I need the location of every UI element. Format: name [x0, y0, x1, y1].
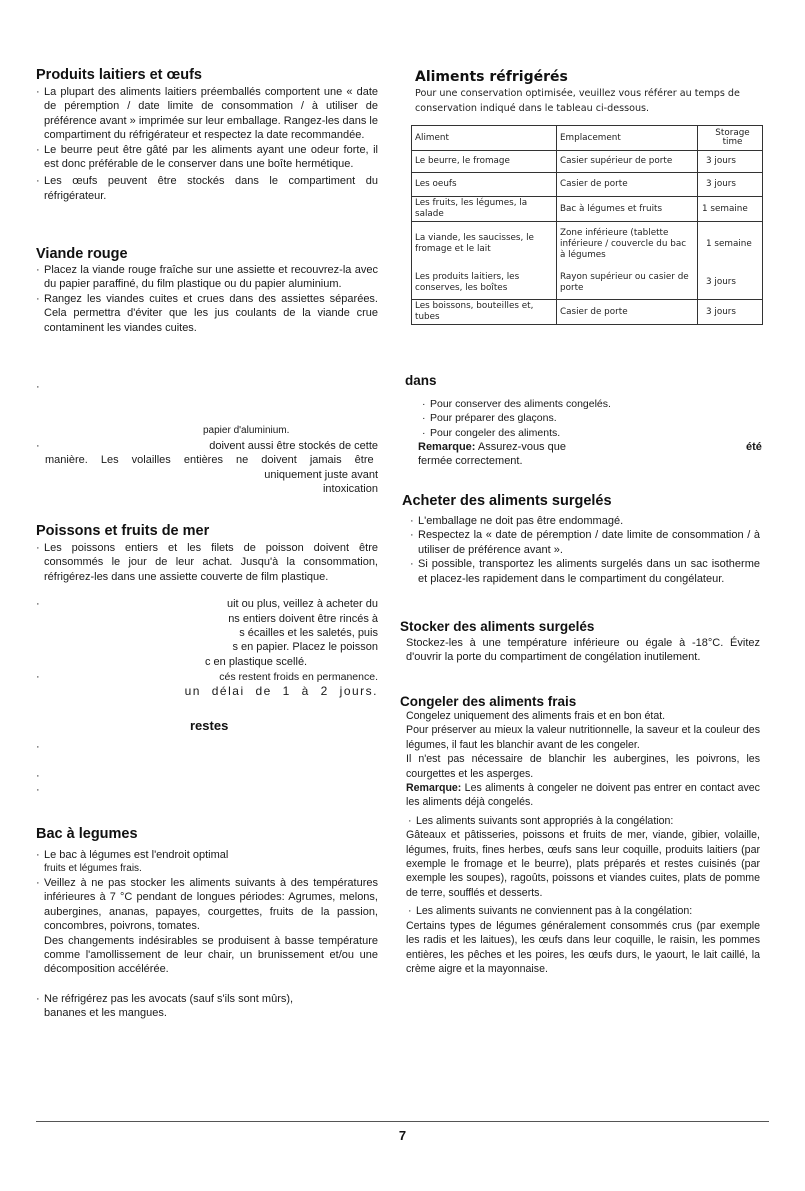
unsuitable-title: · Les aliments suivants ne conviennent pas à la congélation:	[416, 904, 760, 918]
table-cell: Casier de porte	[557, 173, 698, 197]
poultry-line: papier d'aluminium.	[203, 425, 290, 436]
bullet-dot: ·	[36, 770, 40, 782]
freezer-note-tail: été	[746, 441, 762, 453]
crisper-line: bananes et les mangues.	[44, 1007, 167, 1019]
list-item: · Rangez les viandes cuites et crues dans des assiettes séparées. Cela permettra d'éviter que les jus coulants de la viande crue contaminent les viandes cuites.	[44, 292, 378, 335]
poultry-line: doivent aussi être stockés de cette	[209, 440, 378, 452]
note-text: Les aliments à congeler ne doivent pas entrer en contact avec les aliments déjà congelés.	[406, 782, 760, 809]
heading-fish: Poissons et fruits de mer	[36, 523, 210, 539]
column-header: Storage time	[698, 126, 763, 151]
storing-text: Stockez-les à une température inférieure ou égale à -18°C. Évitez d'ouvrir la porte du compartiment de congélation inutilement.	[406, 637, 760, 664]
heading-freezer: dans	[405, 373, 437, 388]
table-cell: 1 semaine	[698, 197, 763, 222]
table-row	[412, 267, 763, 300]
list-item: · Les poissons entiers et les filets de poisson doivent être consommés le jour de leur achat. Jusqu'à la consommation, réfrigérez-les dans une assiette couverte de film plastique.	[44, 541, 378, 584]
list-item: · Placez la viande rouge fraîche sur une assiette et recouvrez-la avec du papier paraffiné, du film plastique ou du papier aluminium.	[44, 263, 378, 292]
heading-freezing-fresh: Congeler des aliments frais	[400, 694, 577, 709]
storage-table	[411, 125, 763, 325]
table-cell: Casier supérieur de porte	[557, 151, 698, 173]
dairy-text	[44, 85, 378, 203]
fish-fragment-line: ns entiers doivent être rincés à	[228, 613, 378, 625]
table-row	[412, 222, 763, 267]
list-item: · L'emballage ne doit pas être endommagé.	[418, 514, 760, 528]
suitable-text: Gâteaux et pâtisseries, poissons et fruits de mer, viande, gibier, volaille, légumes, fruits, fines herbes, œufs sans leur coquille, produits laitiers (par exemple le fromage et le beurre), plats préparés et restes cuisinés (par exemple les soupes), ragoûts, poissons et viandes cuites, plats de pomme de terre, soufflés et desserts.	[406, 829, 760, 899]
table-cell: Les boissons, bouteilles et, tubes	[412, 300, 557, 325]
bullet-dot: ·	[36, 598, 40, 610]
freezer-note	[418, 440, 566, 454]
freezer-note-line2: fermée correctement.	[418, 455, 523, 467]
freezer-bullets	[430, 397, 760, 440]
table-cell: 3 jours	[698, 300, 763, 325]
fish-fragment-line: s écailles et les saletés, puis	[239, 627, 378, 639]
list-item: · La plupart des aliments laitiers préemballés comportent une « date de péremption / date limite de consommation / à utiliser de préférence avant » imprimée sur leur emballage. Rangez-les dans le compartiment du réfrigérateur et respectez la date recommandée.	[44, 85, 378, 143]
heading-storing-frozen: Stocker des aliments surgelés	[400, 619, 595, 634]
crisper-line: Le bac à légumes est l'endroit optimal	[44, 849, 229, 861]
list-item: · Pour conserver des aliments congelés.	[430, 397, 760, 411]
fish-text	[44, 541, 378, 584]
suitable-title: · Les aliments suivants sont appropriés à la congélation:	[416, 814, 760, 828]
table-cell: 3 jours	[698, 151, 763, 173]
crisper-paragraph: Des changements indésirables se produisent à basse température comme l'amollissement de leur chair, un brunissement et/ou une décomposition accélérée.	[44, 934, 378, 976]
heading-dairy: Produits laitiers et œufs	[36, 67, 202, 83]
list-item: · Pour congeler des aliments.	[430, 426, 760, 440]
fish-fragment-line: un délai de 1 à 2 jours.	[184, 684, 378, 698]
table-row	[412, 197, 763, 222]
chilled-intro: Pour une conservation optimisée, veuillez vous référer au temps de conservation indiqué dans le tableau ci-dessous.	[415, 88, 740, 114]
poultry-line: manière. Les volailles entières ne doivent jamais être	[45, 454, 374, 466]
footer-divider	[36, 1121, 769, 1122]
list-item: · Respectez la « date de péremption / date limite de consommation / à utiliser de préférence avant ».	[418, 528, 760, 557]
poultry-line: intoxication	[322, 483, 378, 495]
table-cell: Zone inférieure (tablette inférieure / couvercle du bac à légumes	[557, 222, 698, 267]
heading-buying-frozen: Acheter des aliments surgelés	[402, 493, 612, 509]
list-item: · Le beurre peut être gâté par les aliments ayant une odeur forte, il est donc préférable de le conserver dans une boîte hermétique.	[44, 143, 378, 172]
table-cell: Les fruits, les légumes, la salade	[412, 197, 557, 222]
fish-fragment-line: s en papier. Placez le poisson	[232, 641, 378, 653]
column-header: Aliment	[412, 126, 557, 151]
table-cell: Rayon supérieur ou casier de porte	[557, 267, 698, 300]
poultry-line: uniquement juste avant	[264, 469, 378, 481]
fresh-text	[406, 709, 760, 976]
meat-text	[44, 263, 378, 335]
table-cell: La viande, les saucisses, le fromage et le lait	[412, 222, 557, 267]
fish-fragment-line: c en plastique scellé.	[205, 656, 308, 668]
table-row	[412, 151, 763, 173]
fish-fragment-line: uit ou plus, veillez à acheter du	[226, 598, 378, 610]
fresh-note	[406, 781, 760, 810]
heading-leftovers: restes	[190, 718, 229, 733]
table-cell: Le beurre, le fromage	[412, 151, 557, 173]
table-cell: Les oeufs	[412, 173, 557, 197]
table-cell: Bac à légumes et fruits	[557, 197, 698, 222]
table-row	[412, 173, 763, 197]
fresh-paragraph: Pour préserver au mieux la valeur nutritionnelle, la saveur et la couleur des légumes, il faut les blanchir avant de les congeler.	[406, 724, 760, 751]
bullet-dot: ·	[36, 381, 40, 393]
column-header: Emplacement	[557, 126, 698, 151]
fresh-paragraph: Il n'est pas nécessaire de blanchir les aubergines, les poivrons, les courgettes et les asperges.	[406, 753, 760, 780]
page-number: 7	[398, 1128, 407, 1143]
table-row	[412, 300, 763, 325]
crisper-text	[44, 876, 378, 977]
table-header-row	[412, 126, 763, 151]
table-cell: 3 jours	[698, 267, 763, 300]
note-text: Assurez-vous que	[477, 441, 566, 453]
note-label: Remarque:	[418, 441, 476, 453]
crisper-line: fruits et légumes frais.	[44, 863, 142, 874]
list-item: · Veillez à ne pas stocker les aliments suivants à des températures inférieures à 7 °C pendant de longues périodes: Agrumes, melons, aubergines, ananas, papayes, courgettes, fruits de la passion, concombres, poivrons, tomates.	[44, 876, 378, 934]
bullet-dot: ·	[36, 440, 40, 452]
list-item: · Les œufs peuvent être stockés dans le compartiment du réfrigérateur.	[44, 174, 378, 203]
table-cell: Casier de porte	[557, 300, 698, 325]
bullet-dot: ·	[36, 849, 40, 861]
note-label: Remarque:	[406, 782, 462, 795]
unsuitable-text: Certains types de légumes généralement consommés crus (par exemple les radis et les laitues), les œufs dans leur coquille, le raisin, les pommes entières, les pêches et les poires, les œufs durs, le yaourt, le lait caillé, la crème aigre et la mayonnaise.	[406, 919, 760, 975]
bullet-dot: ·	[36, 993, 40, 1005]
crisper-line: Ne réfrigérez pas les avocats (sauf s'ils sont mûrs),	[44, 993, 294, 1005]
bullet-dot: ·	[36, 741, 40, 753]
table-cell: 1 semaine	[698, 222, 763, 267]
heading-chilled-food: Aliments réfrigérés	[415, 69, 568, 85]
fresh-paragraph: Congelez uniquement des aliments frais et en bon état.	[406, 710, 666, 722]
fish-fragment-line: cés restent froids en permanence.	[219, 671, 378, 683]
bullet-dot: ·	[36, 784, 40, 796]
list-item: · Si possible, transportez les aliments surgelés dans un sac isotherme et placez-les rapidement dans le compartiment du congélateur.	[418, 557, 760, 586]
heading-red-meat: Viande rouge	[36, 246, 128, 262]
table-cell: Les produits laitiers, les conserves, les boîtes	[412, 267, 557, 300]
buying-text	[418, 514, 760, 586]
table-cell: 3 jours	[698, 173, 763, 197]
list-item: · Pour préparer des glaçons.	[430, 411, 760, 425]
heading-crisper: Bac à legumes	[36, 826, 138, 842]
bullet-dot: ·	[36, 671, 40, 683]
